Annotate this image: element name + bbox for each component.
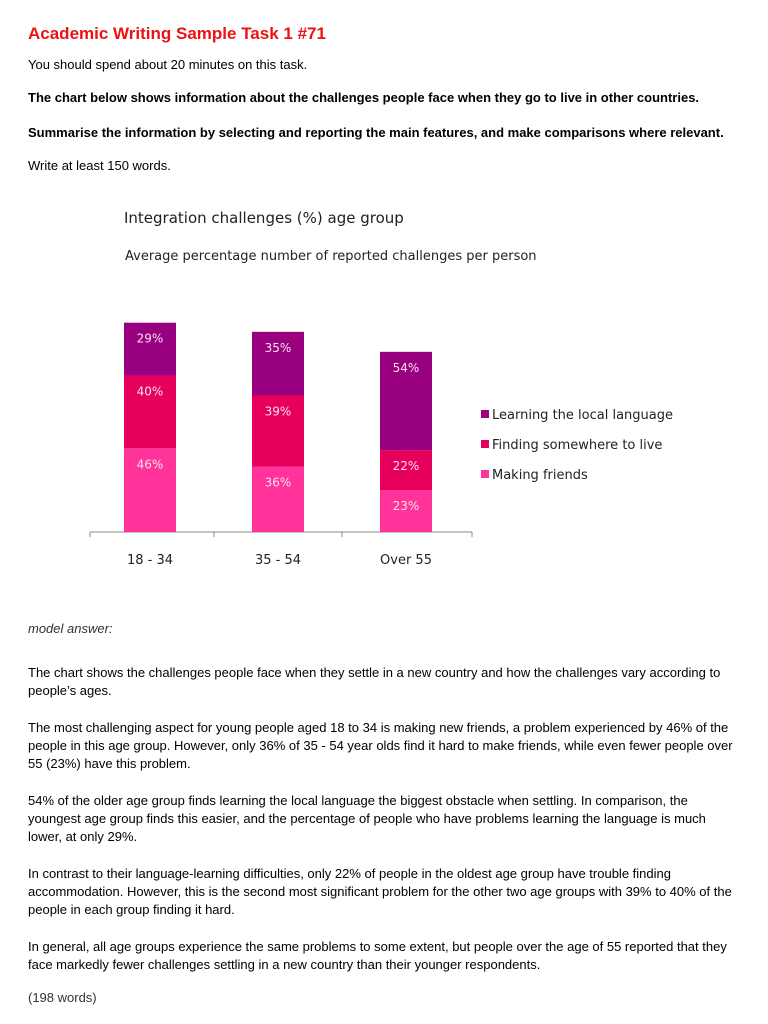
chart-title: Integration challenges (%) age group bbox=[124, 209, 404, 227]
x-tick-group bbox=[90, 532, 472, 568]
answer-paragraph-3: 54% of the older age group finds learning the local language the biggest obstacle when settling. In comparison, the youngest age group finds this easier, and the percentage of people who have problems learning the language is much lower, at only 29%. bbox=[28, 793, 706, 844]
legend bbox=[481, 408, 673, 483]
x-tick-label: 35 - 54 bbox=[254, 553, 302, 568]
x-tick-label: 18 - 34 bbox=[126, 553, 174, 568]
bar-value-label: 39% bbox=[264, 404, 292, 419]
legend-label: Making friends bbox=[492, 468, 588, 483]
bar-value-label: 40% bbox=[136, 384, 164, 399]
bar-value-label: 23% bbox=[392, 499, 420, 514]
x-tick-label: Over 55 bbox=[380, 553, 432, 568]
bars-group bbox=[124, 323, 432, 532]
model-answer-label: model answer: bbox=[28, 621, 113, 636]
bar-value-label: 36% bbox=[264, 475, 292, 490]
bar-learning-the-local-language bbox=[124, 323, 176, 376]
bar-value-label: 46% bbox=[136, 457, 164, 472]
stacked-bar-chart bbox=[80, 196, 700, 586]
legend-label: Finding somewhere to live bbox=[492, 438, 663, 453]
legend-swatch bbox=[481, 410, 489, 418]
answer-paragraph-1: The chart shows the challenges people face when they settle in a new country and how the challenges vary according to people’s ages. bbox=[28, 665, 721, 698]
word-requirement: Write at least 150 words. bbox=[28, 158, 171, 173]
page-title: Academic Writing Sample Task 1 #71 bbox=[28, 24, 326, 43]
task-prompt: The chart below shows information about the challenges people face when they go to live in other countries. bbox=[28, 90, 700, 105]
time-note: You should spend about 20 minutes on this task. bbox=[28, 57, 308, 72]
bar-value-label: 54% bbox=[392, 360, 420, 375]
bar-value-label: 35% bbox=[264, 340, 292, 355]
answer-paragraph-4: In contrast to their language-learning difficulties, only 22% of people in the oldest age group have trouble finding accommodation. However, this is the second most significant problem for the other two age groups with 39% to 40% of the people in each group finding it hard. bbox=[28, 866, 732, 917]
word-count: (198 words) bbox=[28, 990, 97, 1005]
bar-value-label: 22% bbox=[392, 459, 420, 474]
legend-swatch bbox=[481, 440, 489, 448]
bar-value-label: 29% bbox=[136, 331, 164, 346]
task-instruction: Summarise the information by selecting and reporting the main features, and make comparisons where relevant. bbox=[28, 125, 724, 140]
answer-paragraph-5: In general, all age groups experience the same problems to some extent, but people over the age of 55 reported that they face markedly fewer challenges settling in a new country than their younger respondents. bbox=[28, 939, 727, 972]
legend-label: Learning the local language bbox=[492, 408, 673, 423]
answer-paragraph-2: The most challenging aspect for young people aged 18 to 34 is making new friends, a problem experienced by 46% of the people in this age group. However, only 36% of 35 - 54 year olds find it hard to make friends, while even fewer people over 55 (23%) have this problem. bbox=[28, 720, 733, 771]
chart-subtitle: Average percentage number of reported challenges per person bbox=[125, 249, 537, 264]
legend-swatch bbox=[481, 470, 489, 478]
